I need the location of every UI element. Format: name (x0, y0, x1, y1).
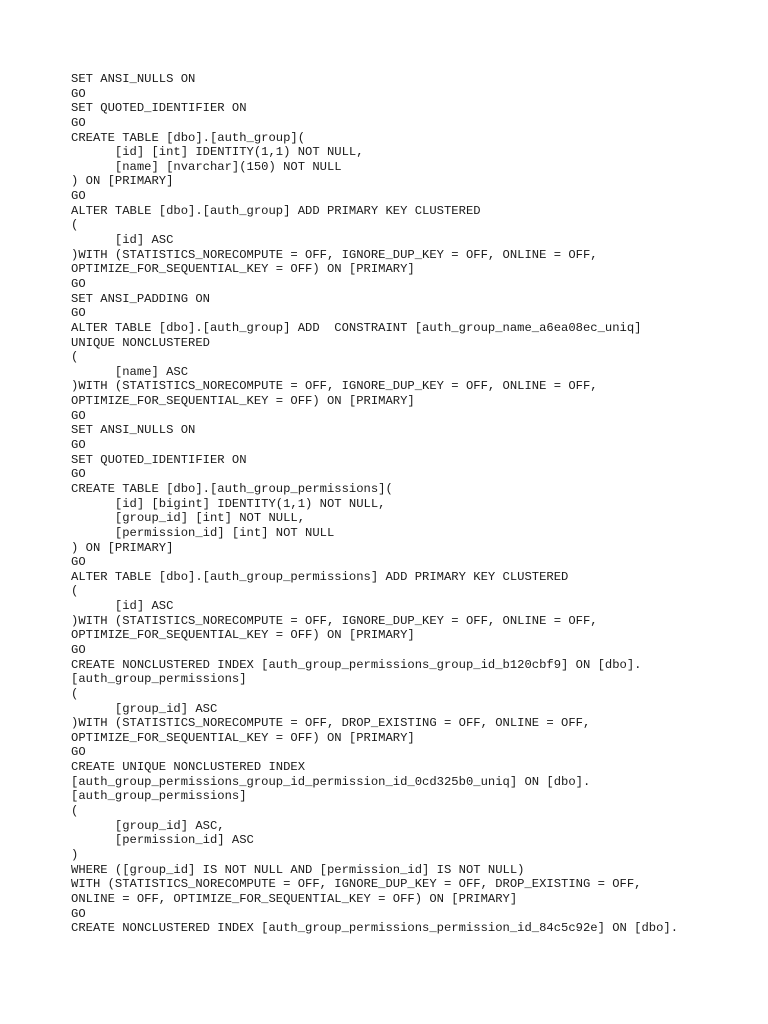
code-line: OPTIMIZE_FOR_SEQUENTIAL_KEY = OFF) ON [PRIMARY] (71, 628, 415, 643)
code-line: )WITH (STATISTICS_NORECOMPUTE = OFF, DROP_EXISTING = OFF, ONLINE = OFF, (71, 716, 591, 731)
code-line: [id] [int] IDENTITY(1,1) NOT NULL, (71, 145, 364, 160)
code-line: [auth_group_permissions] (71, 789, 247, 804)
code-line: GO (71, 276, 86, 291)
code-line: SET ANSI_PADDING ON (71, 291, 210, 306)
code-line: [permission_id] [int] NOT NULL (71, 525, 335, 540)
code-line: GO (71, 189, 86, 204)
code-line: OPTIMIZE_FOR_SEQUENTIAL_KEY = OFF) ON [PRIMARY] (71, 394, 415, 409)
code-line: [auth_group_permissions] (71, 672, 247, 687)
code-line: CREATE TABLE [dbo].[auth_group_permissions]( (71, 481, 393, 496)
code-line: CREATE UNIQUE NONCLUSTERED INDEX (71, 760, 306, 775)
code-line: ALTER TABLE [dbo].[auth_group_permissions] ADD PRIMARY KEY CLUSTERED (71, 569, 569, 584)
code-line: WHERE ([group_id] IS NOT NULL AND [permission_id] IS NOT NULL) (71, 862, 525, 877)
code-line: SET QUOTED_IDENTIFIER ON (71, 101, 247, 116)
code-line: ) (71, 847, 79, 862)
code-line: [id] ASC (71, 233, 174, 248)
code-line: ALTER TABLE [dbo].[auth_group] ADD CONSTRAINT [auth_group_name_a6ea08ec_uniq] (71, 320, 642, 335)
code-line: GO (71, 745, 86, 760)
code-line: ( (71, 218, 79, 233)
code-line: CREATE NONCLUSTERED INDEX [auth_group_permissions_group_id_b120cbf9] ON [dbo]. (71, 657, 642, 672)
code-line: GO (71, 86, 86, 101)
code-line: OPTIMIZE_FOR_SEQUENTIAL_KEY = OFF) ON [PRIMARY] (71, 262, 415, 277)
code-line: )WITH (STATISTICS_NORECOMPUTE = OFF, IGNORE_DUP_KEY = OFF, ONLINE = OFF, (71, 613, 598, 628)
code-line: GO (71, 438, 86, 453)
code-line: ( (71, 804, 79, 819)
code-line: ( (71, 686, 79, 701)
code-line: ( (71, 350, 79, 365)
code-line: GO (71, 642, 86, 657)
code-line: WITH (STATISTICS_NORECOMPUTE = OFF, IGNORE_DUP_KEY = OFF, DROP_EXISTING = OFF, (71, 877, 642, 892)
sql-script-text (71, 72, 751, 936)
code-line: [group_id] [int] NOT NULL, (71, 511, 306, 526)
code-line: GO (71, 555, 86, 570)
code-line: CREATE NONCLUSTERED INDEX [auth_group_permissions_permission_id_84c5c92e] ON [dbo]. (71, 921, 679, 936)
code-line: [permission_id] ASC (71, 833, 254, 848)
code-line: GO (71, 467, 86, 482)
code-line: ALTER TABLE [dbo].[auth_group] ADD PRIMARY KEY CLUSTERED (71, 203, 481, 218)
code-line: GO (71, 115, 86, 130)
code-line: ONLINE = OFF, OPTIMIZE_FOR_SEQUENTIAL_KEY = OFF) ON [PRIMARY] (71, 891, 518, 906)
code-line: SET ANSI_NULLS ON (71, 423, 196, 438)
code-line: )WITH (STATISTICS_NORECOMPUTE = OFF, IGNORE_DUP_KEY = OFF, ONLINE = OFF, (71, 247, 598, 262)
code-line: ( (71, 584, 79, 599)
code-line: GO (71, 306, 86, 321)
code-line: UNIQUE NONCLUSTERED (71, 335, 210, 350)
code-line: )WITH (STATISTICS_NORECOMPUTE = OFF, IGNORE_DUP_KEY = OFF, ONLINE = OFF, (71, 379, 598, 394)
code-line: [id] ASC (71, 599, 174, 614)
code-line: [name] ASC (71, 364, 189, 379)
code-line: [name] [nvarchar](150) NOT NULL (71, 159, 342, 174)
code-line: ) ON [PRIMARY] (71, 174, 174, 189)
code-line: OPTIMIZE_FOR_SEQUENTIAL_KEY = OFF) ON [PRIMARY] (71, 730, 415, 745)
code-line: [auth_group_permissions_group_id_permission_id_0cd325b0_uniq] ON [dbo]. (71, 774, 591, 789)
code-line: ) ON [PRIMARY] (71, 540, 174, 555)
code-line: SET QUOTED_IDENTIFIER ON (71, 452, 247, 467)
code-line: [id] [bigint] IDENTITY(1,1) NOT NULL, (71, 496, 386, 511)
code-line: GO (71, 906, 86, 921)
code-line: [group_id] ASC (71, 701, 218, 716)
code-line: CREATE TABLE [dbo].[auth_group]( (71, 130, 306, 145)
code-line: [group_id] ASC, (71, 818, 225, 833)
code-line: SET ANSI_NULLS ON (71, 72, 196, 86)
code-line: GO (71, 408, 86, 423)
